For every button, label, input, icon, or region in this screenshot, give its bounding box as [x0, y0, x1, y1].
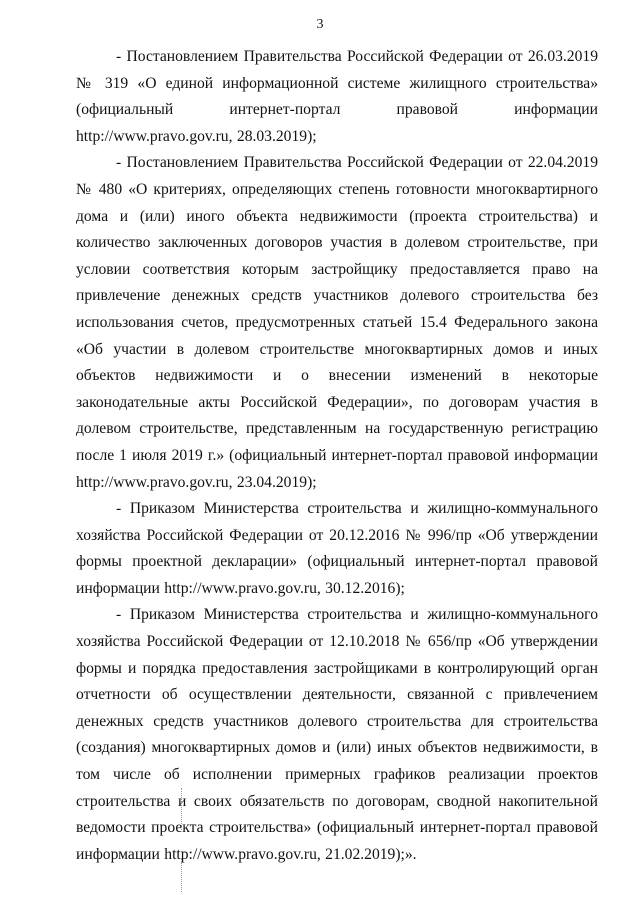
paragraph-order-996: - Приказом Министерства строительства и жилищно-коммунального хозяйства Российской Федерации от 20.12.2016 № 996/пр «Об утверждении формы проектной декларации» (официальный интернет-портал правовой информации http://www.pravo.gov.ru, 30.12.2016);: [76, 500, 598, 597]
scan-artifact-mark: [181, 858, 182, 892]
paragraph-resolution-319: - Постановлением Правительства Российской Федерации от 26.03.2019 № 319 «О единой информационной системе жилищного строительства» (официальный интернет-портал правовой информации http://www.pravo.gov.ru, 28.03.2019);: [76, 48, 598, 145]
page-number: 3: [316, 17, 324, 32]
scan-artifact-mark: [181, 788, 182, 830]
paragraph-resolution-480: - Постановлением Правительства Российской Федерации от 22.04.2019 № 480 «О критериях, определяющих степень готовности многоквартирного дома и (или) иного объекта недвижимости (проекта строительства) и количество заключенных договоров участия в долевом строительстве, при условии соответствия которым застройщику предоставляется право на привлечение денежных средств участников долевого строительства без использования счетов, предусмотренных статьей 15.4 Федерального закона «Об участии в долевом строительстве многоквартирных домов и иных объектов недвижимости и о внесении изменений в некоторые законодательные акты Российской Федерации», по договорам участия в долевом строительстве, представленным на государственную регистрацию после 1 июля 2019 г.» (официальный интернет-портал правовой информации http://www.pravo.gov.ru, 23.04.2019);: [76, 154, 598, 491]
document-body: [76, 44, 598, 868]
paragraph-order-656: - Приказом Министерства строительства и жилищно-коммунального хозяйства Российской Федерации от 12.10.2018 № 656/пр «Об утверждении формы и порядка предоставления застройщиками в контролирующий орган отчетности об осуществлении деятельности, связанной с привлечением денежных средств участников долевого строительства для строительства (создания) многоквартирных домов и (или) иных объектов недвижимости, в том числе об исполнении примерных графиков реализации проектов строительства и своих обязательств по договорам, сводной накопительной ведомости проекта строительства» (официальный интернет-портал правовой информации http://www.pravo.gov.ru, 21.02.2019);».: [76, 606, 598, 863]
